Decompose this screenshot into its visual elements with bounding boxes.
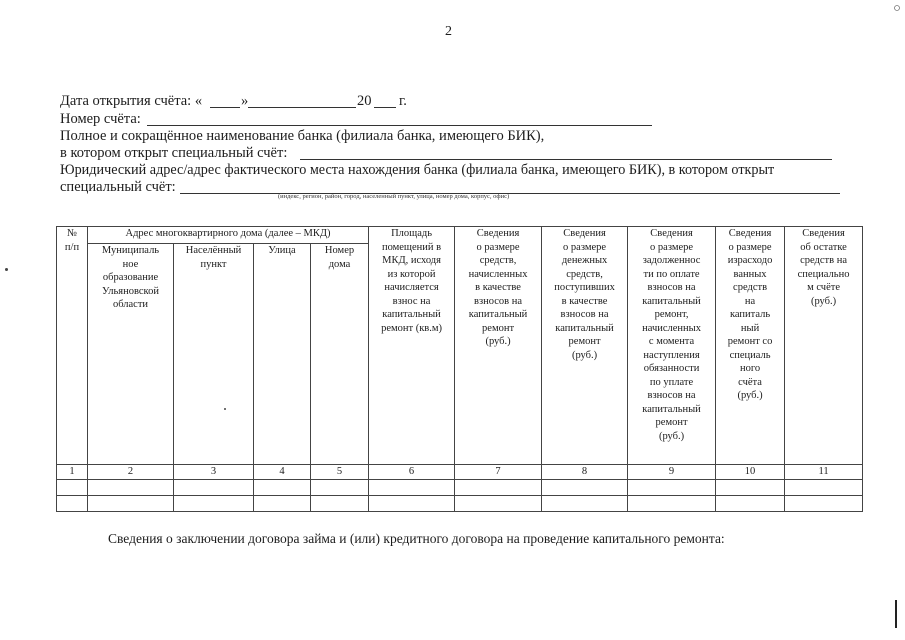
col-header-debt: Сведения о размере задолженнос ти по оплате взносов на капитальный ремонт, начисленных с момента наступления обязанности по уплате взносов на капитальный ремонт (руб.) [628, 227, 716, 465]
open-date-year: 20 [357, 93, 372, 109]
scan-speck [5, 268, 8, 271]
col-header-balance: Сведения об остатке средств на специально м счёте (руб.) [785, 227, 863, 465]
column-number: 5 [311, 465, 369, 480]
address-hint: (индекс, регион, район, город, населенный пункт, улица, номер дома, корпус, офис) [278, 193, 510, 200]
column-number: 2 [88, 465, 174, 480]
col-header-municipality: Муниципаль ное образование Ульяновской области [88, 244, 174, 465]
open-date-month-blank [248, 107, 356, 108]
column-number: 11 [785, 465, 863, 480]
column-number: 9 [628, 465, 716, 480]
col-header-address-group: Адрес многоквартирного дома (далее – МКД) [88, 227, 369, 244]
col-header-area: Площадь помещений в МКД, исходя из которой начисляется взнос на капитальный ремонт (кв.м) [369, 227, 455, 465]
open-date-day-blank [210, 107, 240, 108]
column-number: 10 [716, 465, 785, 480]
bank-address-line2: специальный счёт: [60, 179, 176, 195]
col-header-house: Номер дома [311, 244, 369, 465]
open-date-suffix: г. [399, 93, 407, 109]
bank-name-line1: Полное и сокращённое наименование банка (филиала банка, имеющего БИК), [60, 128, 545, 144]
column-number: 1 [57, 465, 88, 480]
account-info-table [56, 226, 863, 512]
open-date-label: Дата открытия счёта: « [60, 93, 203, 109]
loan-agreement-heading: Сведения о заключении договора займа и (или) кредитного договора на проведение капитального ремонта: [108, 531, 725, 546]
scan-speck [224, 408, 226, 410]
column-number: 8 [542, 465, 628, 480]
table-row [57, 496, 863, 512]
col-header-received: Сведения о размере денежных средств, поступивших в качестве взносов на капитальный ремонт (руб.) [542, 227, 628, 465]
column-number: 7 [455, 465, 542, 480]
column-number: 3 [174, 465, 254, 480]
bank-address-line1: Юридический адрес/адрес фактического места нахождения банка (филиала банка, имеющего БИК), в котором открыт [60, 162, 775, 178]
page-number: 2 [445, 24, 452, 39]
account-number-blank [147, 125, 652, 126]
bank-name-blank [300, 159, 832, 160]
open-date-year-blank [374, 107, 396, 108]
col-header-street: Улица [254, 244, 311, 465]
open-date-mid: » [241, 93, 249, 109]
scan-edge-mark [895, 600, 897, 628]
col-header-settlement: Населённый пункт [174, 244, 254, 465]
account-number-label: Номер счёта: [60, 111, 141, 127]
col-header-number: № п/п [57, 227, 88, 465]
column-number: 6 [369, 465, 455, 480]
scan-mark [893, 4, 901, 12]
col-header-spent: Сведения о размере израсходо ванных средств на капиталь ный ремонт со специаль ного счёта (руб.) [716, 227, 785, 465]
table-row [57, 480, 863, 496]
column-number-row [57, 465, 863, 480]
bank-name-line2: в котором открыт специальный счёт: [60, 145, 288, 161]
col-header-accrued: Сведения о размере средств, начисленных в качестве взносов на капитальный ремонт (руб.) [455, 227, 542, 465]
column-number: 4 [254, 465, 311, 480]
